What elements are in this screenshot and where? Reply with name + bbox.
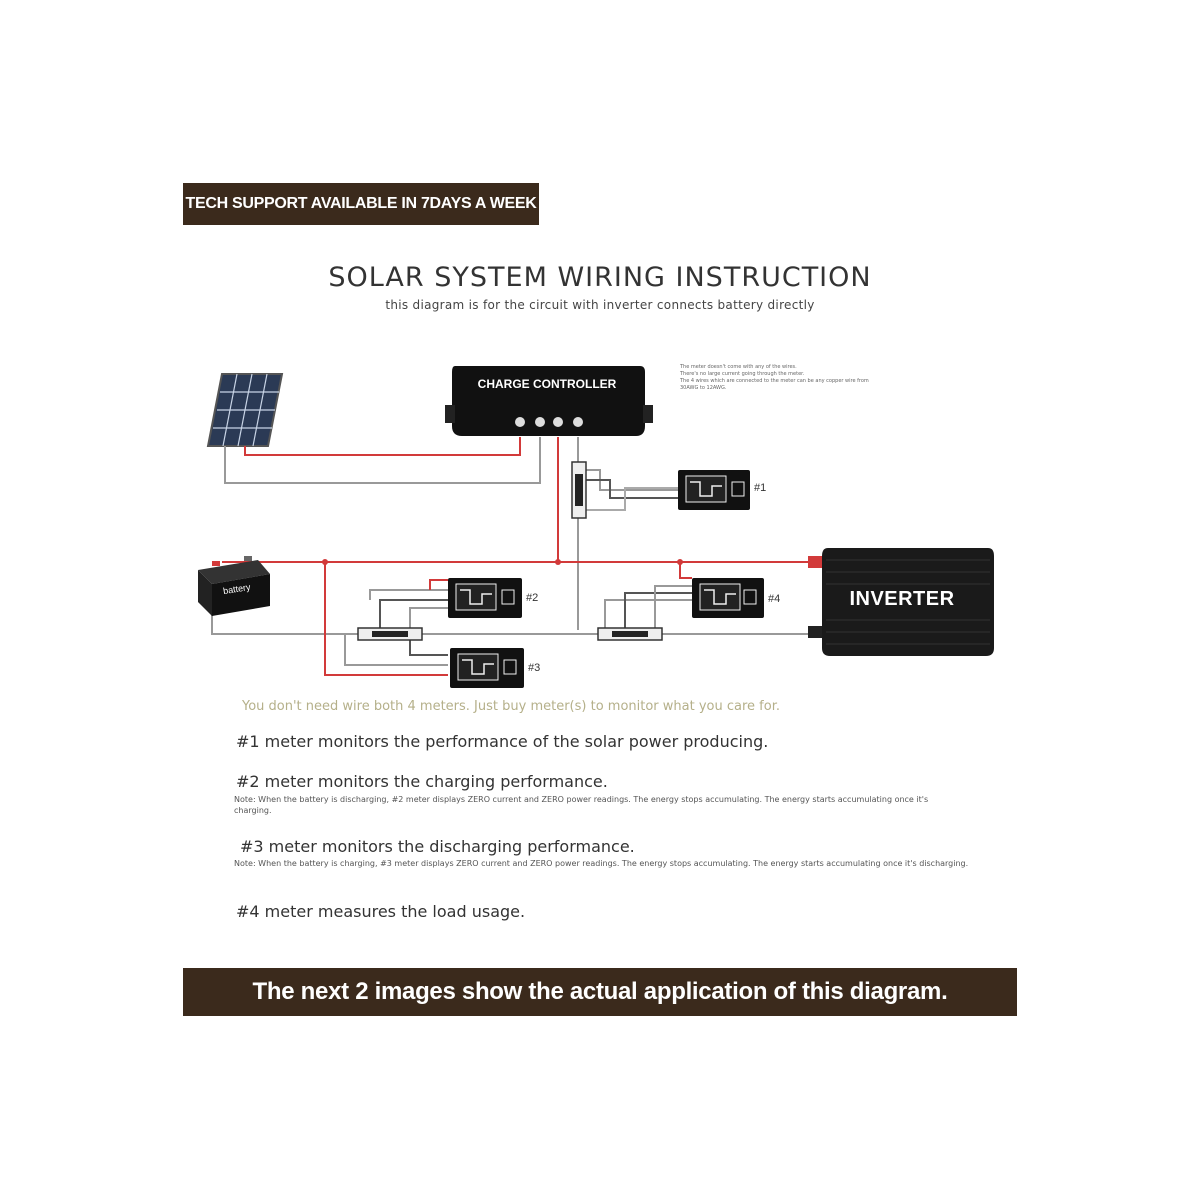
meter-4-icon [692, 578, 764, 618]
shunt-1-icon [572, 462, 586, 518]
meter-3-note: Note: When the battery is charging, #3 meter displays ZERO current and ZERO power readings. The energy stops accumulating. The energy starts accumulating once it's discharging. [234, 859, 969, 868]
meter-2-tag: #2 [526, 592, 539, 604]
tip-text: You don't need wire both 4 meters. Just buy meter(s) to monitor what you care for. [242, 699, 780, 714]
corner-note-line: The 4 wires which are connected to the meter can be any copper wire from [680, 378, 869, 384]
corner-note-line: There's no large current going through the meter. [680, 371, 805, 377]
corner-note [680, 364, 980, 392]
meter-2-description: #2 meter monitors the charging performance. [236, 772, 608, 791]
inverter-label: INVERTER [849, 588, 955, 610]
meter-4-tag: #4 [768, 593, 781, 605]
bottom-banner: The next 2 images show the actual application of this diagram. [183, 968, 1017, 1016]
meter-3-description: #3 meter monitors the discharging performance. [240, 837, 635, 856]
meter-1-tag: #1 [754, 482, 767, 494]
meter-1-description: #1 meter monitors the performance of the solar power producing. [236, 732, 769, 751]
meter-4-description: #4 meter measures the load usage. [236, 902, 526, 921]
meter-2-note: Note: When the battery is discharging, #2 meter displays ZERO current and ZERO power readings. The energy stops accumulating. The energy starts accumulating once it's charging. [234, 795, 929, 815]
solar-panel-icon [208, 374, 282, 446]
page-title: SOLAR SYSTEM WIRING INSTRUCTION [328, 262, 872, 293]
meter-2-icon [448, 578, 522, 618]
charge-controller-label: CHARGE CONTROLLER [477, 377, 617, 391]
page-subtitle: this diagram is for the circuit with inverter connects battery directly [385, 298, 815, 312]
meter-1-icon [678, 470, 750, 510]
meter-3-icon [450, 648, 524, 688]
battery-label: battery [222, 581, 252, 597]
meter-3-tag: #3 [528, 662, 541, 674]
shunt-2-icon [358, 628, 422, 640]
tech-support-banner: TECH SUPPORT AVAILABLE IN 7DAYS A WEEK [183, 183, 539, 225]
corner-note-line: 30AWG to 12AWG. [680, 385, 727, 391]
corner-note-line: The meter doesn't come with any of the wires. [680, 364, 797, 370]
shunt-4-icon [598, 628, 662, 640]
